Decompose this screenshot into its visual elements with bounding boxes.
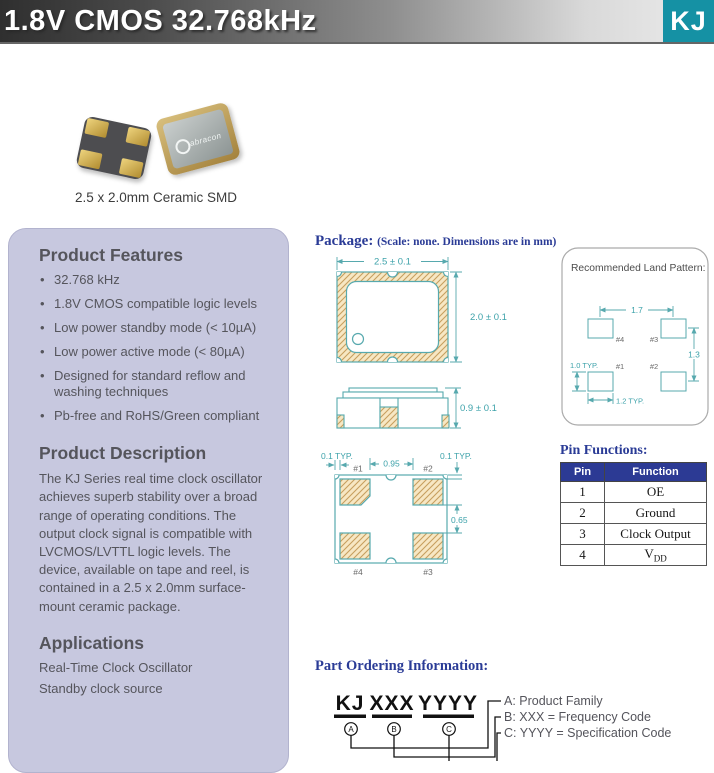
features-list xyxy=(39,272,264,425)
feature-item: • 1.8V CMOS compatible logic levels xyxy=(39,296,264,313)
land-pattern-box xyxy=(562,248,708,425)
pin-number: 1 xyxy=(561,482,605,503)
dim-package-width: 2.5 ± 0.1 xyxy=(374,256,411,268)
marker-c: C xyxy=(446,725,452,734)
land-pattern-heading: Recommended Land Pattern: xyxy=(571,263,706,274)
land-pad-2 xyxy=(661,372,686,391)
bottom-pad-3 xyxy=(413,533,443,559)
legend-product-family: A: Product Family xyxy=(504,694,603,708)
ordering-legend xyxy=(504,694,671,740)
side-pad-left xyxy=(337,415,344,428)
bottom-pad-4 xyxy=(340,533,370,559)
pin-function: Clock Output xyxy=(605,524,707,545)
feature-item: • 32.768 kHz xyxy=(39,272,264,289)
column-header-function: Function xyxy=(605,463,707,482)
dim-pad-pitch-y: 0.65 xyxy=(451,515,468,525)
dim-land-pad-height: 1.0 TYP. xyxy=(570,361,599,370)
pad3-label: #3 xyxy=(423,567,433,577)
dim-land-span-y: 1.3 xyxy=(688,349,700,360)
header-bar xyxy=(0,0,714,44)
chip-pad xyxy=(119,158,144,178)
side-center-seal xyxy=(380,407,398,428)
description-text: The KJ Series real time clock oscillator achieves superb stability over a broad range of operating conditions. The output clock signal is compatible with LVCMOS/LVTTL logic levels. The device, available on tape and reel, is contained in a 2.5 x 2.0mm surface-mount ceramic package. xyxy=(39,471,263,614)
application-item: Real-Time Clock Oscillator xyxy=(39,659,193,675)
land-pad-4 xyxy=(588,319,613,338)
land-pad2-label: #2 xyxy=(649,362,659,371)
chip-brand-text: abracon xyxy=(188,131,223,149)
feature-item: • Low power active mode (< 80µA) xyxy=(39,344,264,361)
pad4-label: #4 xyxy=(353,567,363,577)
vdd-symbol: V xyxy=(644,546,654,562)
package-bottom-view xyxy=(321,451,472,577)
applications-heading: Applications xyxy=(39,632,145,653)
side-lid-top xyxy=(349,388,437,392)
feature-item: • Designed for standard reflow and washing techniques xyxy=(39,368,264,402)
product-caption: 2.5 x 2.0mm Ceramic SMD xyxy=(75,190,238,205)
column-header-pin: Pin xyxy=(561,463,605,482)
dim-package-thickness: 0.9 ± 0.1 xyxy=(460,403,497,414)
marker-b: B xyxy=(391,725,397,734)
package-heading-note: (Scale: none. Dimensions are in mm) xyxy=(377,236,557,248)
dim-land-span-x: 1.7 xyxy=(631,305,643,315)
side-lid xyxy=(343,392,443,398)
part-number-underlines xyxy=(334,715,474,719)
legend-frequency-code: B: XXX = Frequency Code xyxy=(504,710,651,724)
chip-pad xyxy=(78,149,103,169)
vdd-subscript: DD xyxy=(653,553,667,564)
features-heading: Product Features xyxy=(39,245,183,265)
part-segment-frequency: XXX xyxy=(369,692,415,715)
dim-land-pad-width: 1.2 TYP. xyxy=(616,396,645,406)
bottom-pad-1 xyxy=(340,479,370,505)
ordering-diagram xyxy=(334,692,671,761)
pad2-label: #2 xyxy=(423,463,433,474)
description-heading: Product Description xyxy=(39,443,207,464)
chip-photo-bottom-view xyxy=(75,115,152,180)
land-pad1-label: #1 xyxy=(615,362,625,371)
height-dimension-lines xyxy=(450,272,462,362)
dim-pad-pitch-x: 0.95 xyxy=(383,458,400,469)
feature-item: • Low power standby mode (< 10µA) xyxy=(39,320,264,337)
pin-number: 2 xyxy=(561,503,605,524)
package-heading-label: Package: xyxy=(315,233,374,249)
applications-list xyxy=(39,660,264,696)
land-pad4-label: #4 xyxy=(615,335,625,344)
bottom-pad-2 xyxy=(413,479,443,505)
land-pad3-label: #3 xyxy=(649,335,659,344)
pin-function: OE xyxy=(605,482,707,503)
chip-pad xyxy=(125,127,150,147)
dim-typ-left: 0.1 TYP. xyxy=(321,451,353,461)
dim-package-height: 2.0 ± 0.1 xyxy=(470,312,507,323)
page-title: 1.8V CMOS 32.768kHz xyxy=(4,5,317,37)
land-pad-1 xyxy=(588,372,613,391)
pin-number: 4 xyxy=(561,545,605,566)
brand-logo-text: KJ xyxy=(670,5,707,36)
technical-drawings xyxy=(300,230,714,761)
chip-pad xyxy=(84,118,109,138)
dim-typ-right: 0.1 TYP. xyxy=(440,451,472,461)
feature-item: • Pb-free and RoHS/Green compliant xyxy=(39,408,264,425)
part-segment-spec: YYYY xyxy=(417,692,479,715)
application-item: Standby clock source xyxy=(39,680,163,696)
marker-a: A xyxy=(348,725,354,734)
package-side-view xyxy=(337,388,497,428)
pin1-indicator xyxy=(353,334,364,345)
legend-specification-code: C: YYYY = Specification Code xyxy=(504,726,672,740)
chip-photo-top-view xyxy=(155,101,241,176)
brand-logo xyxy=(663,0,714,42)
part-segment-family: KJ xyxy=(335,692,365,715)
pin-functions-heading: Pin Functions: xyxy=(560,443,648,458)
package-top-view xyxy=(333,256,507,368)
land-pad-3 xyxy=(661,319,686,338)
part-number-segments xyxy=(336,692,478,715)
info-panel xyxy=(8,228,289,773)
marker-circles xyxy=(345,723,456,736)
pad1-label: #1 xyxy=(353,463,363,474)
pin-number: 3 xyxy=(561,524,605,545)
ordering-heading: Part Ordering Information: xyxy=(315,658,489,674)
chip-lid xyxy=(162,109,234,169)
side-pad-right xyxy=(442,415,449,428)
bottom-body xyxy=(331,470,451,568)
pin-function: Ground xyxy=(605,503,707,524)
